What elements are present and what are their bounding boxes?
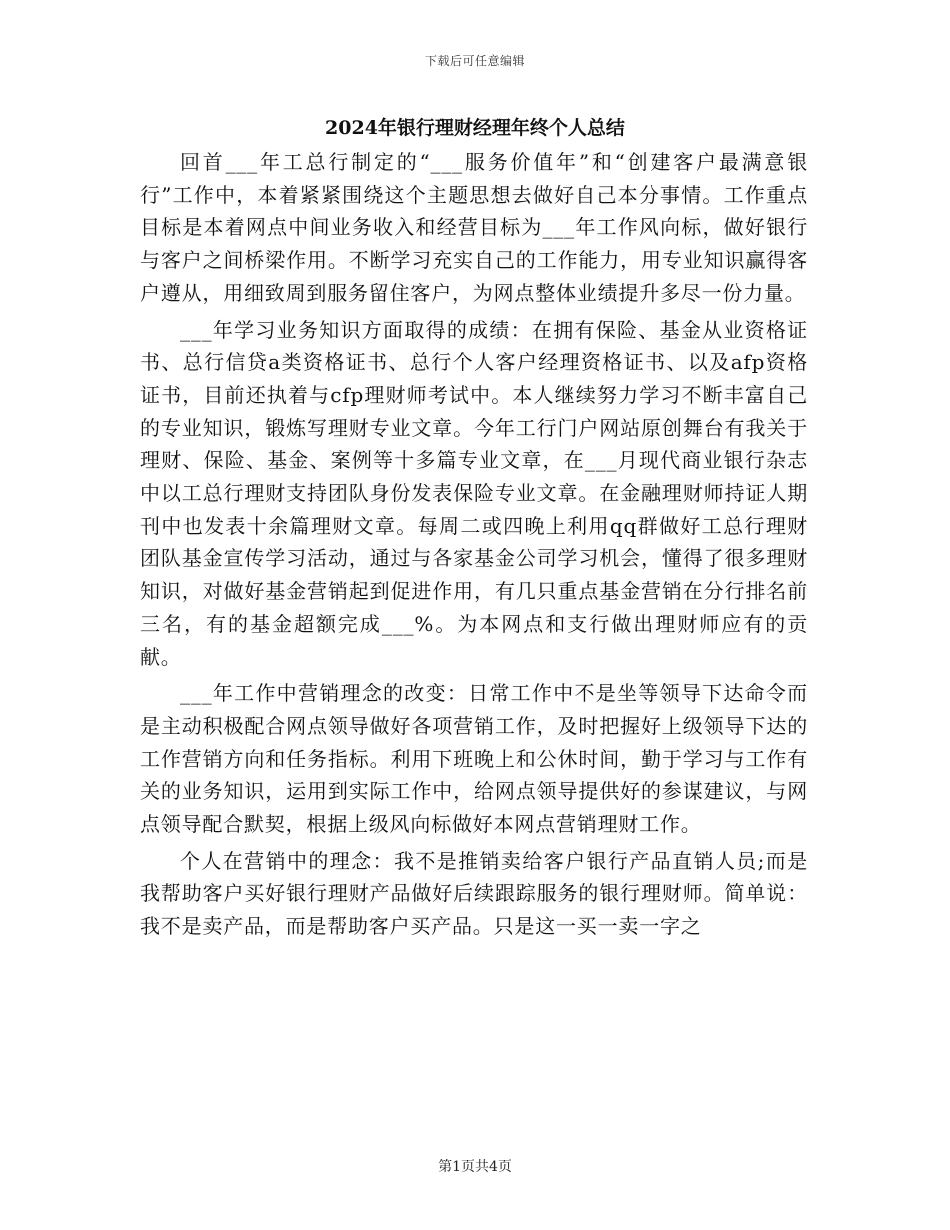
document-body bbox=[140, 146, 808, 943]
document-title: 2024年银行理财经理年终个人总结 bbox=[325, 117, 625, 139]
page-header-note: 下载后可任意编辑 bbox=[424, 54, 525, 68]
paragraph-marketing-philosophy: 个人在营销中的理念：我不是推销卖给客户银行产品直销人员;而是我帮助客户买好银行理财产品做好后续跟踪服务的银行理财师。简单说：我不是卖产品，而是帮助客户买产品。只是这一买一卖一字之 bbox=[140, 848, 808, 939]
page-number: 第1页共4页 bbox=[438, 1159, 512, 1175]
paragraph-learning-achievements: ___年学习业务知识方面取得的成绩：在拥有保险、基金从业资格证书、总行信贷a类资格证书、总行个人客户经理资格证书、以及afp资格证书，目前还执着与cfp理财师考试中。本人继续努力学习不断丰富自己的专业知识，锻炼写理财专业文章。今年工行门户网站原创舞台有我关于理财、保险、基金、案例等十多篇专业文章，在___月现代商业银行杂志中以工总行理财支持团队身份发表保险专业文章。在金融理财师持证人期刊中也发表十余篇理财文章。每周二或四晚上利用qq群做好工总行理财团队基金宣传学习活动，通过与各家基金公司学习机会，懂得了很多理财知识，对做好基金营销起到促进作用，有几只重点基金营销在分行排名前三名，有的基金超额完成___%。为本网点和支行做出理财师应有的贡献。 bbox=[140, 317, 808, 669]
paragraph-marketing-change: ___年工作中营销理念的改变：日常工作中不是坐等领导下达命令而是主动积极配合网点领导做好各项营销工作，及时把握好上级领导下达的工作营销方向和任务指标。利用下班晚上和公休时间，勤于学习与工作有关的业务知识，运用到实际工作中，给网点领导提供好的参谋建议，与网点领导配合默契，根据上级风向标做好本网点营销理财工作。 bbox=[140, 681, 808, 837]
paragraph-intro: 回首___年工总行制定的“___服务价值年”和“创建客户最满意银行”工作中，本着紧紧围绕这个主题思想去做好自己本分事情。工作重点目标是本着网点中间业务收入和经营目标为___年工作风向标，做好银行与客户之间桥梁作用。不断学习充实自己的工作能力，用专业知识赢得客户遵从，用细致周到服务留住客户，为网点整体业绩提升多尽一份力量。 bbox=[140, 150, 808, 305]
